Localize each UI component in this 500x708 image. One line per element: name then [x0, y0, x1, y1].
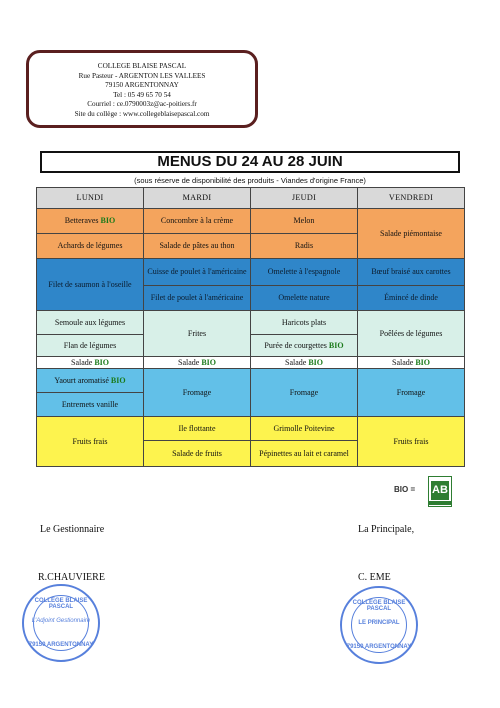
bio-tag: BIO	[94, 357, 109, 367]
table-row	[37, 417, 465, 441]
principale-name: C. EME	[358, 572, 391, 583]
menu-cell: Flan de légumes	[37, 335, 144, 357]
menu-cell: Émincé de dinde	[358, 286, 465, 311]
table-row	[37, 311, 465, 335]
bio-tag: BIO	[110, 375, 126, 385]
principale-stamp-icon: COLLEGE BLAISE PASCAL LE PRINCIPAL 79150 ARGENTONNAY	[340, 586, 418, 664]
ab-logo-text: AB	[431, 481, 449, 500]
menu-cell: Haricots plats	[251, 311, 358, 335]
menu-cell: Omelette à l'espagnole	[251, 259, 358, 286]
menu-subtitle: (sous réserve de disponibilité des produits - Viandes d'origine France)	[134, 176, 366, 185]
day-header-jeudi: JEUDI	[251, 188, 358, 209]
school-city: 79150 ARGENTONNAY	[105, 81, 179, 90]
menu-cell: Salade BIO	[358, 357, 465, 369]
principale-title: La Principale,	[358, 524, 415, 535]
table-row	[37, 259, 465, 286]
bio-legend-label: BIO =	[394, 485, 416, 494]
menu-cell: Concombre à la crème	[144, 209, 251, 234]
menu-cell: Entremets vanille	[37, 393, 144, 417]
menu-cell: Radis	[251, 234, 358, 259]
menu-cell: Filet de saumon à l'oseille	[37, 259, 144, 311]
menu-cell: Yaourt aromatisé BIO	[37, 369, 144, 393]
menu-cell: Melon	[251, 209, 358, 234]
day-header-lundi: LUNDI	[37, 188, 144, 209]
school-website: Site du collège : www.collegeblaisepascal.com	[74, 109, 210, 118]
school-phone: Tel : 05 49 65 70 54	[113, 90, 171, 99]
table-row	[37, 357, 465, 369]
menu-cell: Salade de pâtes au thon	[144, 234, 251, 259]
table-row	[37, 209, 465, 234]
gestionnaire-name: R.CHAUVIERE	[38, 572, 105, 583]
menu-cell: Fromage	[358, 369, 465, 417]
menu-cell: Grimolle Poitevine	[251, 417, 358, 441]
school-header-box	[26, 50, 258, 128]
menu-cell: Fromage	[144, 369, 251, 417]
menu-cell: Filet de poulet à l'américaine	[144, 286, 251, 311]
school-name: COLLEGE BLAISE PASCAL	[97, 62, 187, 70]
menu-cell: Frites	[144, 311, 251, 357]
bio-tag: BIO	[328, 340, 344, 350]
menu-table	[36, 187, 465, 467]
gestionnaire-title: Le Gestionnaire	[40, 524, 105, 535]
menu-cell: Bœuf braisé aux carottes	[358, 259, 465, 286]
menu-title: MENUS DU 24 AU 28 JUIN	[40, 151, 460, 173]
menu-cell: Omelette nature	[251, 286, 358, 311]
menu-cell: Achards de légumes	[37, 234, 144, 259]
table-row	[37, 369, 465, 393]
menu-cell: Semoule aux légumes	[37, 311, 144, 335]
school-email: Courriel : ce.0790003z@ac-poitiers.fr	[87, 100, 197, 109]
day-header-mardi: MARDI	[144, 188, 251, 209]
school-street: Rue Pasteur - ARGENTON LES VALLEES	[78, 71, 206, 80]
menu-cell: Salade BIO	[251, 357, 358, 369]
menu-cell: Fruits frais	[37, 417, 144, 467]
bio-tag: BIO	[201, 357, 216, 367]
menu-cell: Fromage	[251, 369, 358, 417]
bio-tag: BIO	[415, 357, 430, 367]
menu-cell: Purée de courgettes BIO	[251, 335, 358, 357]
ab-organic-logo-icon	[428, 476, 452, 507]
menu-cell: Salade BIO	[144, 357, 251, 369]
day-header-row	[37, 188, 465, 209]
menu-cell: Fruits frais	[358, 417, 465, 467]
bio-tag: BIO	[308, 357, 323, 367]
bio-tag: BIO	[100, 216, 116, 226]
menu-cell: Poêlées de légumes	[358, 311, 465, 357]
menu-cell: Salade piémontaise	[358, 209, 465, 259]
menu-cell: Pépinettes au lait et caramel	[251, 441, 358, 467]
menu-cell: Betteraves BIO	[37, 209, 144, 234]
day-header-vendredi: VENDREDI	[358, 188, 465, 209]
gestionnaire-stamp-icon: COLLEGE BLAISE PASCAL L'Adjoint Gestionnaire 79150 ARGENTONNAY	[22, 584, 100, 662]
menu-cell: Salade de fruits	[144, 441, 251, 467]
menu-cell: Cuisse de poulet à l'américaine	[144, 259, 251, 286]
menu-cell: Salade BIO	[37, 357, 144, 369]
menu-cell: Ile flottante	[144, 417, 251, 441]
